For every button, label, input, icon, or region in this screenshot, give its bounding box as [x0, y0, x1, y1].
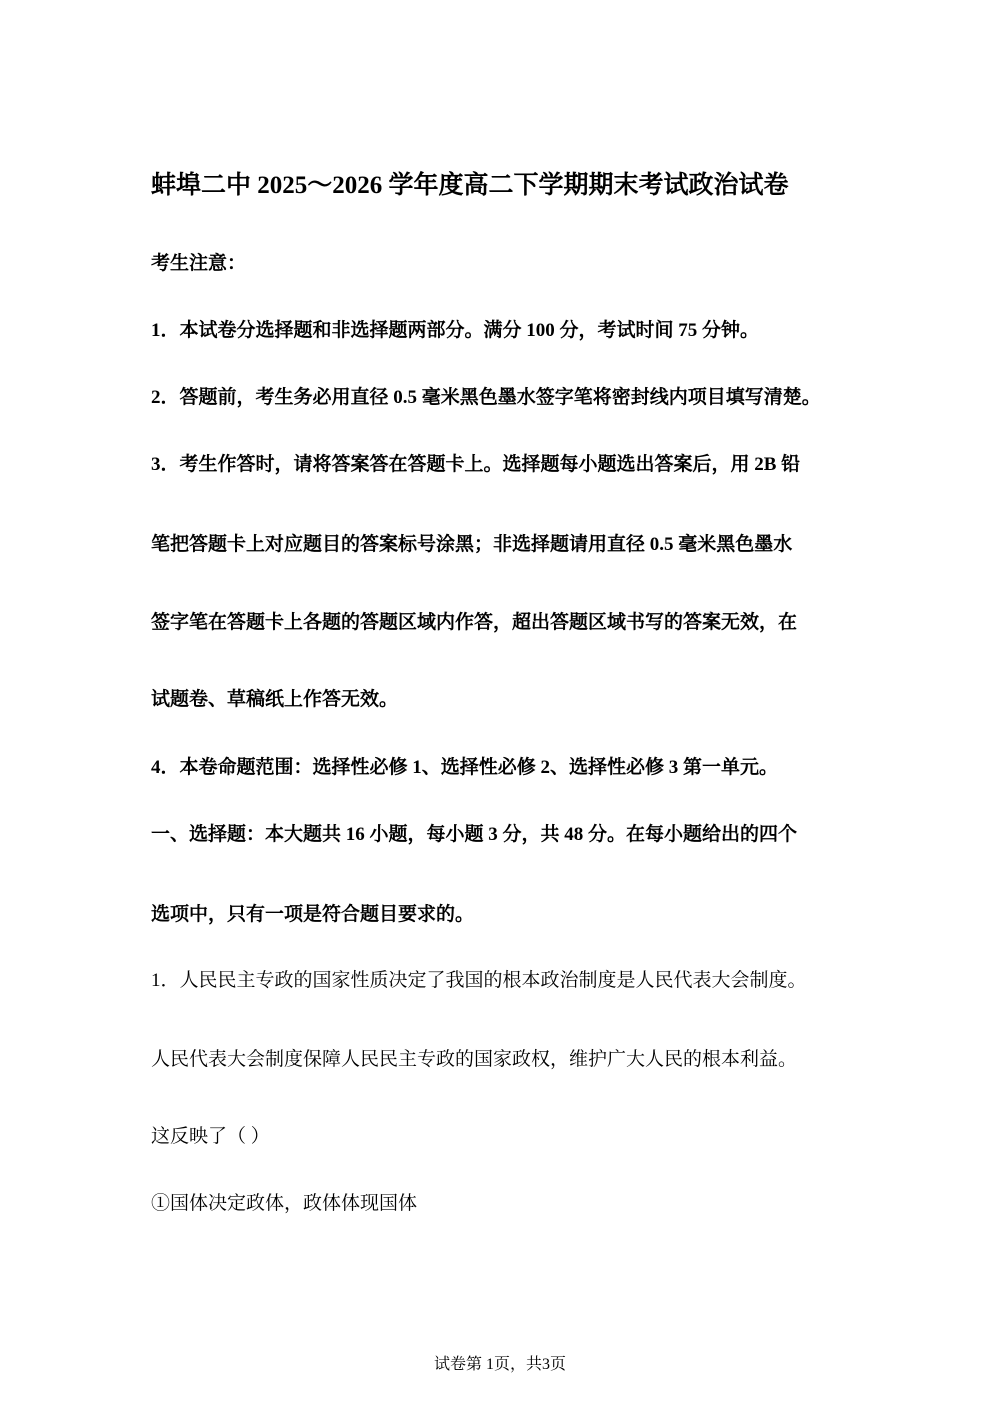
section-heading: 一、选择题：本大题共 16 小题，每小题 3 分，共 48 分。在每小题给出的四个	[151, 824, 798, 845]
notice-item-3: 3．考生作答时，请将答案答在答题卡上。选择题每小题选出答案后，用 2B 铅	[151, 454, 801, 475]
question-1-prompt: 这反映了（ ）	[151, 1126, 270, 1147]
notice-item-3-cont: 笔把答题卡上对应题目的答案标号涂黑；非选择题请用直径 0.5 毫米黑色墨水	[151, 534, 793, 555]
page-title: 蚌埠二中 2025～2026 学年度高二下学期期末考试政治试卷	[151, 172, 789, 199]
notice-item-3-cont: 试题卷、草稿纸上作答无效。	[151, 689, 399, 710]
question-1-option-1: ①国体决定政体，政体体现国体	[151, 1193, 418, 1214]
section-heading-cont: 选项中，只有一项是符合题目要求的。	[151, 904, 475, 925]
notice-item-4: 4．本卷命题范围：选择性必修 1、选择性必修 2、选择性必修 3 第一单元。	[151, 757, 779, 778]
notice-item-2: 2．答题前，考生务必用直径 0.5 毫米黑色墨水签字笔将密封线内项目填写清楚。	[151, 387, 821, 408]
notice-heading: 考生注意：	[151, 253, 247, 274]
question-1-stem-cont: 人民代表大会制度保障人民民主专政的国家政权，维护广大人民的根本利益。	[151, 1049, 798, 1070]
notice-item-1: 1．本试卷分选择题和非选择题两部分。满分 100 分，考试时间 75 分钟。	[151, 320, 760, 341]
notice-item-3-cont: 签字笔在答题卡上各题的答题区域内作答，超出答题区域书写的答案无效，在	[151, 612, 798, 633]
page-footer: 试卷第 1页，共3页	[433, 1356, 566, 1373]
question-1-stem: 1．人民民主专政的国家性质决定了我国的根本政治制度是人民代表大会制度。	[151, 970, 807, 991]
